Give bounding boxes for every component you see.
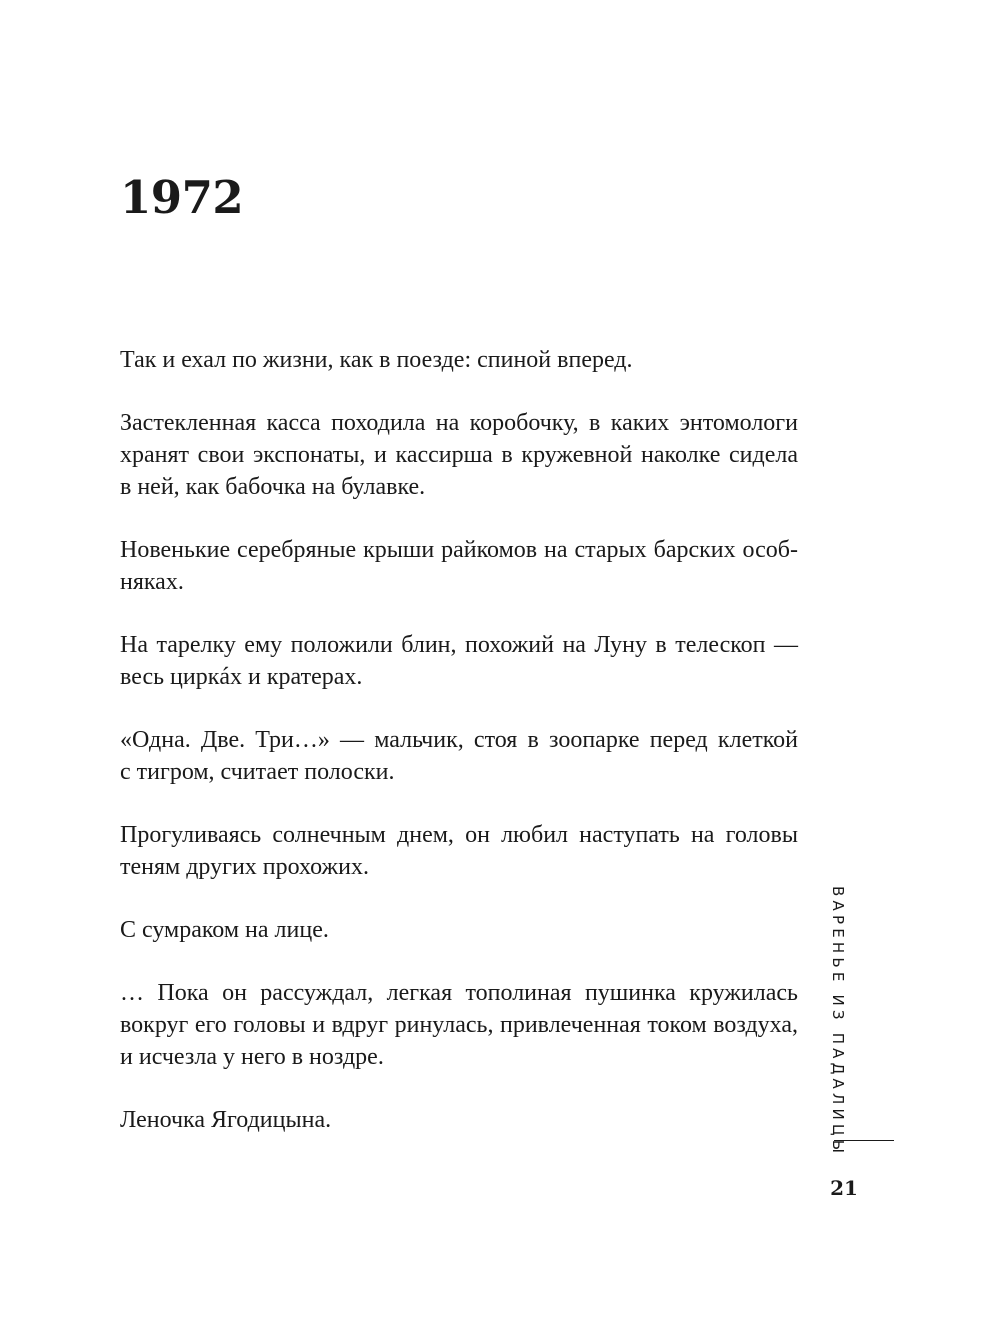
body-text (89, 344, 798, 1167)
text-line: Леночка Ягодицына. (120, 1107, 332, 1133)
paragraph (89, 1104, 798, 1136)
text-line: Застекленная касса походила на коробочку, в каких энтомологи (120, 410, 798, 436)
text-line: С сумраком на лице. (120, 917, 329, 943)
paragraph (89, 534, 798, 598)
text-line: в ней, как бабочка на булавке. (120, 474, 426, 500)
text-line: с тигром, считает полоски. (120, 759, 395, 785)
text-line: Прогуливаясь солнечным днем, он любил наступать на головы (120, 822, 798, 848)
paragraph (89, 977, 798, 1073)
paragraph (89, 344, 798, 376)
text-line: «Одна. Две. Три…» — мальчик, стоя в зоопарке перед клеткой (120, 727, 798, 753)
running-title: ВАРЕНЬЕ ИЗ ПАДАЛИЦЫ (829, 886, 847, 1158)
text-line: Новенькие серебряные крыши райкомов на старых барских особ- (120, 537, 798, 563)
footer-rule (834, 1140, 894, 1141)
page-number: 21 (830, 1176, 858, 1200)
text-line: вокруг его головы и вдруг ринулась, привлеченная током воздуха, (120, 1012, 798, 1038)
paragraph (89, 914, 798, 946)
text-line: хранят свои экспонаты, и кассирша в кружевной наколке сидела (120, 442, 798, 468)
text-line: весь циркáх и кратерах. (120, 664, 363, 690)
text-line: … Пока он рассуждал, легкая тополиная пушинка кружилась (120, 980, 798, 1006)
text-line: На тарелку ему положили блин, похожий на Луну в телескоп — (120, 632, 798, 658)
text-line: теням других прохожих. (120, 854, 369, 880)
text-line: и исчезла у него в ноздре. (120, 1044, 384, 1070)
paragraph (89, 724, 798, 788)
chapter-title: 1972 (120, 171, 244, 224)
paragraph (89, 629, 798, 693)
paragraph (89, 819, 798, 883)
paragraph (89, 407, 798, 503)
text-line: Так и ехал по жизни, как в поезде: спиной вперед. (120, 347, 633, 373)
text-line: няках. (120, 569, 184, 595)
